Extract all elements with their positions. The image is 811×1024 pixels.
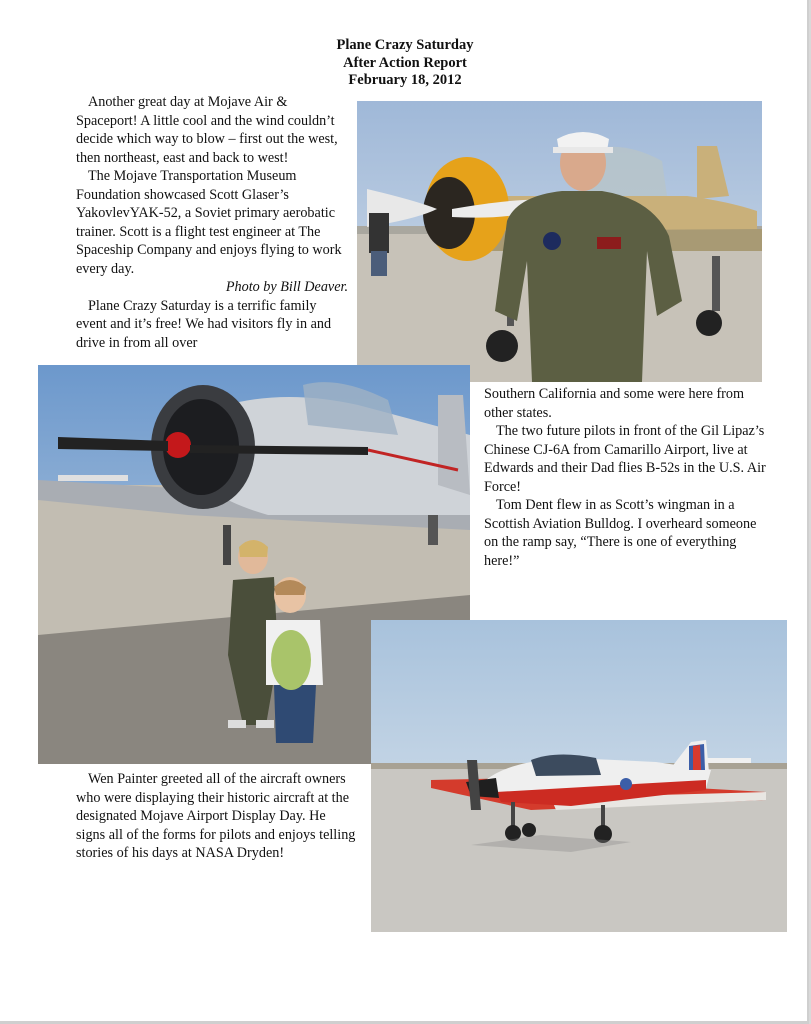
wen-painter-text	[76, 770, 356, 863]
family-event-paragraph: Plane Crazy Saturday is a terrific family event and it’s free! We had visitors fly in and drive in from all over	[76, 297, 332, 351]
yak52-photo-image	[357, 101, 762, 382]
future-pilots-paragraph: The two future pilots in front of the Gil Lipaz’s Chinese CJ-6A from Camarillo Airport, live at Edwards and their Dad flies B-52s in the U.S. Air Force!	[484, 423, 766, 495]
report-title	[250, 37, 560, 90]
southern-california-paragraph: Southern California and some were here from other states.	[484, 386, 745, 421]
yak52-photo	[357, 101, 762, 382]
bulldog-photo-image	[371, 620, 787, 932]
title-line-2: After Action Report	[343, 54, 467, 71]
photo-credit: Photo by Bill Deaver.	[225, 279, 348, 295]
wen-painter-paragraph: Wen Painter greeted all of the aircraft owners who were displaying their historic aircraft at the designated Mojave Airport Display Day. He signs all of the forms for pilots and enjoys telling stories of his days at NASA Dryden!	[76, 771, 356, 861]
museum-paragraph: The Mojave Transportation Museum Foundation showcased Scott Glaser’s YakovlevYAK-52, a Soviet primary aerobatic trainer. Scott is a flight test engineer at The Spaceship Company and enjoys flying to work every day.	[76, 168, 342, 277]
intro-text	[76, 93, 348, 352]
wingman-paragraph: Tom Dent flew in as Scott’s wingman in a Scottish Aviation Bulldog. I overheard someone on the ramp say, “There is one of everything here!”	[484, 497, 757, 569]
title-line-1: Plane Crazy Saturday	[336, 37, 474, 53]
future-pilots-text	[484, 385, 769, 570]
title-line-3: February 18, 2012	[348, 72, 462, 88]
intro-paragraph: Another great day at Mojave Air & Spaceport! A little cool and the wind couldn’t decide which way to blow – first out the west, then northeast, east and back to west!	[76, 94, 338, 166]
bulldog-photo	[371, 620, 787, 932]
